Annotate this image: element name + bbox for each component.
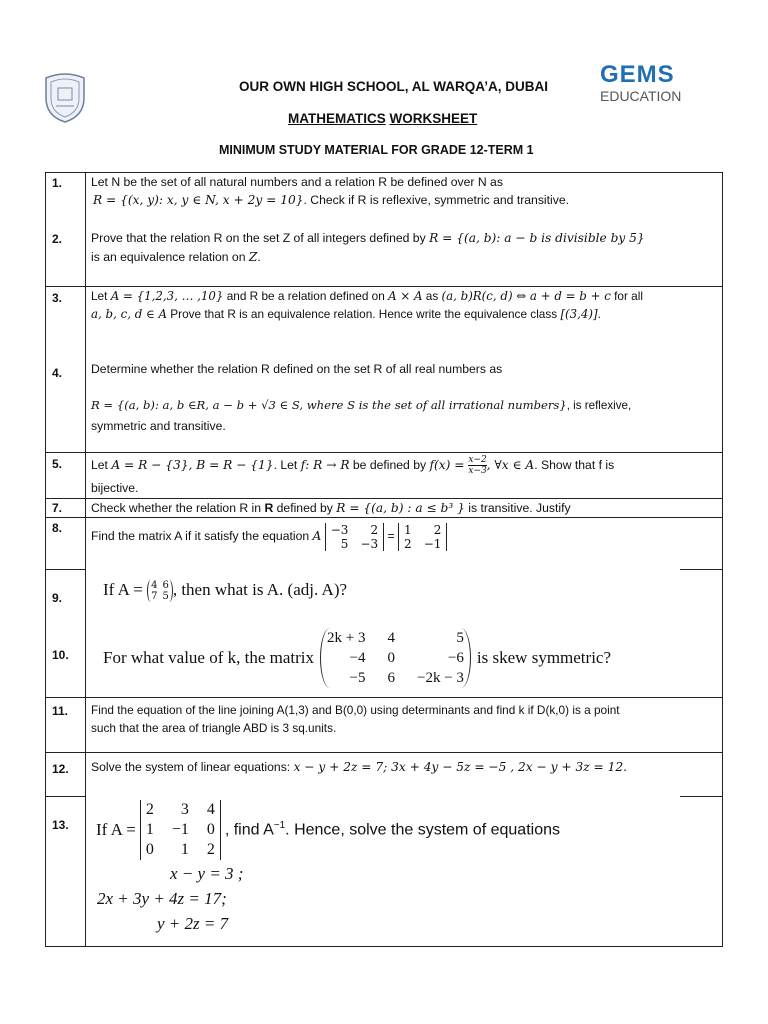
q2-text2: is an equivalence relation on <box>91 250 249 264</box>
q2-set: Z <box>248 250 258 264</box>
q13-m13: 4 <box>206 801 215 818</box>
q5-line2: bijective. <box>91 481 139 495</box>
q8-l-21: 5 <box>340 537 349 551</box>
q8-r-12: 2 <box>433 523 442 537</box>
q13-inverse-sup: −1 <box>273 820 286 832</box>
q2-period: . <box>257 250 261 264</box>
q1-line1: Let N be the set of all natural numbers and a relation R be defined over N as <box>91 175 503 189</box>
q13-m23: 0 <box>206 821 215 838</box>
q13-text1: If A = <box>96 820 136 839</box>
q3-set-a: A = {1,2,3, … ,10} <box>110 289 224 303</box>
q1-tail: . Check if R is reflexive, symmetric and transitive. <box>303 193 569 207</box>
q12-number: 12. <box>52 762 69 776</box>
q5-t4: . Show that f is <box>534 458 615 472</box>
gems-education-logo <box>600 63 692 109</box>
q10-m11: 2k + 3 <box>327 630 366 646</box>
q5-map: f: R → R <box>300 458 350 472</box>
q3-t2: and R be a relation defined on <box>223 289 389 303</box>
q11-number: 11. <box>52 704 69 718</box>
q13-m32: 1 <box>180 841 189 858</box>
q8-matrix-left <box>325 523 384 551</box>
q13-hence: . Hence, solve the system of equations <box>285 821 560 839</box>
q5-number: 5. <box>52 457 63 471</box>
q3-t4: for all <box>610 289 643 303</box>
q13-eq2: 2x + 3y + 4z = 17; <box>97 889 227 908</box>
q7-line1 <box>91 498 571 518</box>
worksheet-title <box>288 111 477 126</box>
q4-number: 4. <box>52 366 63 380</box>
q8-r-21: 2 <box>404 537 412 551</box>
q9-m12: 6 <box>162 580 169 592</box>
q7-t1: Check whether the relation R in <box>91 501 265 515</box>
q5-t3: be defined by <box>349 458 430 472</box>
q5-domain: , ∀x ∈ A <box>486 458 535 472</box>
q9-line <box>103 580 347 602</box>
q9-text2: , then what is A. (adj. A)? <box>172 580 348 599</box>
q8-line1 <box>91 523 447 551</box>
q9-matrix <box>147 580 173 602</box>
q10-m32: 6 <box>387 670 395 686</box>
worksheet-word: WORKSHEET <box>389 111 478 126</box>
q8-matrix-right <box>398 523 447 551</box>
q7-t2: defined by <box>273 501 337 515</box>
q3-number: 3. <box>52 291 63 305</box>
q4-line1: Determine whether the relation R defined on the set R of all real numbers as <box>91 362 503 376</box>
q8-r-11: 1 <box>404 523 412 537</box>
q1-number: 1. <box>52 176 63 190</box>
school-name: OUR OWN HIGH SCHOOL, AL WARQA’A, DUBAI <box>239 79 548 94</box>
q13-eq1: x − y = 3 ; <box>170 864 244 883</box>
q13-matrix <box>140 800 221 860</box>
q9-m21: 7 <box>151 591 158 603</box>
q8-r-22: −1 <box>423 537 442 551</box>
q3-class: [(3,4)] <box>560 307 598 321</box>
q3-t1: Let <box>91 289 111 303</box>
q8-l-11: −3 <box>330 523 349 537</box>
q3-product: A × A <box>388 289 423 303</box>
q10-m21: −4 <box>349 650 366 666</box>
q9-number: 9. <box>52 591 63 605</box>
q10-m12: 4 <box>387 630 395 646</box>
q3-relation: (a, b)R(c, d) ⇔ a + d = b + c <box>441 289 611 303</box>
q12-line <box>91 757 627 777</box>
q3-vars: a, b, c, d ∈ A <box>91 307 167 321</box>
q7-bold-r: R <box>264 501 274 515</box>
q1-relation: R = {(x, y): x, y ∈ N, x + 2y = 10} <box>93 193 304 207</box>
gems-wordmark <box>600 63 692 87</box>
q5-line1 <box>91 455 614 476</box>
q10-text2: is skew symmetric? <box>476 648 612 667</box>
q13-m31: 0 <box>145 841 154 858</box>
q13-m33: 2 <box>206 841 215 858</box>
q13-line1 <box>96 800 560 860</box>
q2-line1 <box>91 228 645 248</box>
q8-number: 8. <box>52 521 63 535</box>
q13-m12: 3 <box>180 801 189 818</box>
q5-fraction <box>468 455 486 476</box>
education-word: EDUCATION <box>600 88 682 104</box>
q10-text1: For what value of k, the matrix <box>103 648 315 667</box>
q12-equations: x − y + 2z = 7; 3x + 4y − 5z = −5 , 2x − y + 3z = 12. <box>293 760 627 774</box>
q9-text1: If A = <box>103 580 148 599</box>
q1-line2 <box>93 190 569 210</box>
q8-text: Find the matrix A if it satisfy the equation <box>91 529 313 544</box>
q13-m22: −1 <box>171 821 189 838</box>
worksheet-subtitle: MINIMUM STUDY MATERIAL FOR GRADE 12-TERM 1 <box>219 143 534 157</box>
q9-m11: 4 <box>151 580 158 592</box>
subject-word: MATHEMATICS <box>288 111 386 126</box>
q13-m21: 1 <box>145 821 154 838</box>
q2-relation: R = {(a, b): a − b is divisible by 5} <box>429 231 645 245</box>
q3-t5: Prove that R is an equivalence relation. Hence write the equivalence class <box>167 307 561 321</box>
q13-number: 13. <box>52 818 69 832</box>
q5-sets: A = R − {3}, B = R − {1} <box>111 458 274 472</box>
q8-l-12: 2 <box>370 523 379 537</box>
q3-t3: as <box>422 289 442 303</box>
q13-find: , find A <box>224 821 274 839</box>
q13-eq3: y + 2z = 7 <box>157 914 229 933</box>
q5-numerator: x−2 <box>468 455 487 466</box>
q3-line2 <box>91 304 601 324</box>
q10-number: 10. <box>52 648 69 662</box>
q8-matrix-var: A <box>312 529 322 544</box>
q10-line <box>103 628 611 688</box>
q9-m22: 5 <box>162 591 169 603</box>
q11-line1: Find the equation of the line joining A(1,3) and B(0,0) using determinants and find k if D(k,0) is a point <box>91 703 620 717</box>
q7-number: 7. <box>52 501 63 515</box>
q10-m13: 5 <box>456 630 464 646</box>
q7-t3: is transitive. Justify <box>464 501 571 515</box>
q5-denominator: x−3 <box>468 466 487 477</box>
q8-l-22: −3 <box>360 537 379 551</box>
q2-number: 2. <box>52 232 63 246</box>
q7-relation: R = {(a, b) : a ≤ b³ } <box>336 501 465 515</box>
q13-m11: 2 <box>145 801 154 818</box>
q2-line2 <box>91 247 261 267</box>
school-crest-logo <box>42 70 88 124</box>
q5-t2: . Let <box>273 458 301 472</box>
q3-line1 <box>91 286 643 306</box>
q8-equals: = <box>387 529 395 544</box>
q11-line2: such that the area of triangle ABD is 3 sq.units. <box>91 721 337 735</box>
q5-t1: Let <box>91 458 112 472</box>
q4-line3: symmetric and transitive. <box>91 419 226 433</box>
q2-text: Prove that the relation R on the set Z of all integers defined by <box>91 231 430 245</box>
q10-m23: −6 <box>447 650 464 666</box>
q13-text2 <box>225 820 560 839</box>
gems-letters: GEMS <box>600 61 675 88</box>
q3-period: . <box>597 307 601 321</box>
q10-m31: −5 <box>349 670 366 686</box>
q4-relation: R = {(a, b): a, b ∈R, a − b + √3 ∈ S, where S is the set of all irrational numbers} <box>91 398 567 412</box>
q4-line2 <box>91 395 631 416</box>
q12-text: Solve the system of linear equations: <box>91 760 294 774</box>
q10-matrix <box>320 628 471 688</box>
q5-fx: f(x) = <box>429 458 469 472</box>
q10-m22: 0 <box>387 650 395 666</box>
q4-tail: , is reflexive, <box>566 399 632 412</box>
q10-m33: −2k − 3 <box>417 670 464 686</box>
